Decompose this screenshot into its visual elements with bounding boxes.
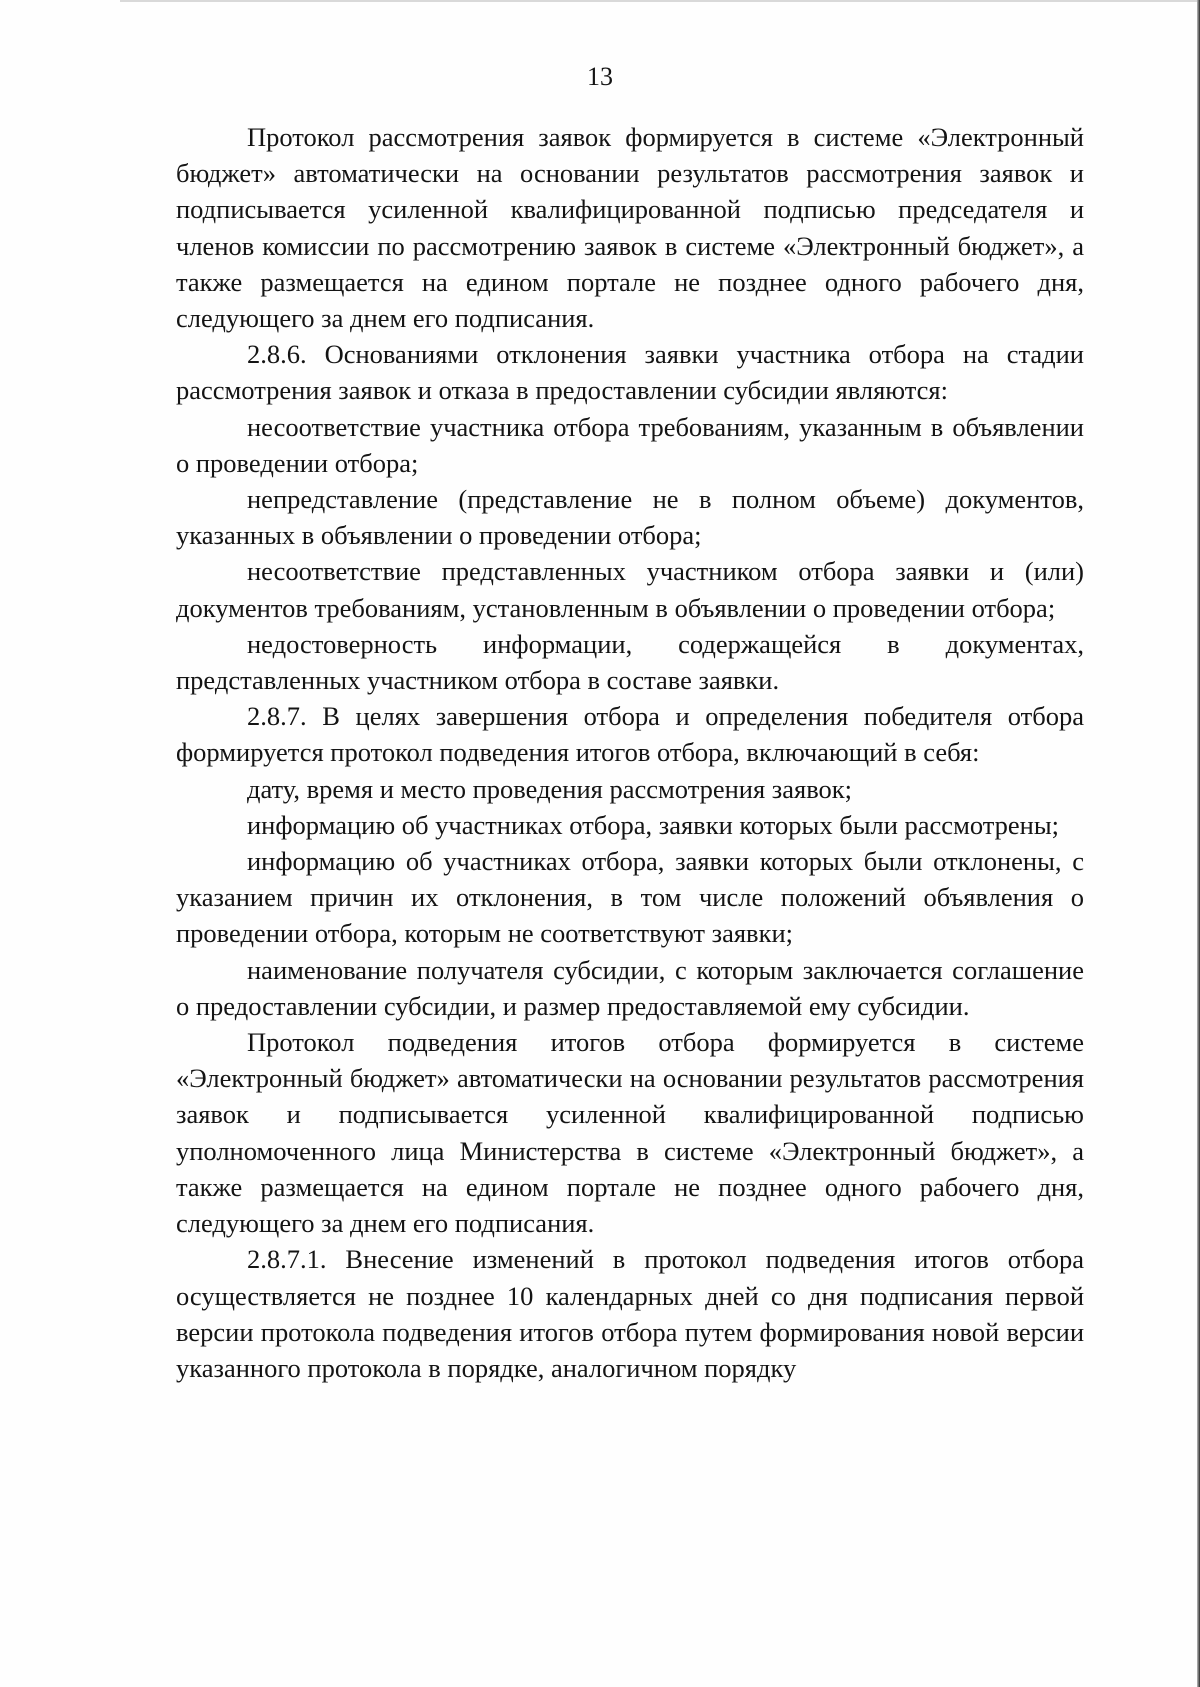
paragraph: 2.8.6. Основаниями отклонения заявки участника отбора на стадии рассмотрения заявок и отказа в предоставлении субсидии являются: — [176, 339, 1084, 406]
paragraph: несоответствие участника отбора требованиям, указанным в объявлении о проведении отбора; — [176, 411, 1084, 478]
document-body — [176, 119, 1084, 1386]
paragraph: Протокол рассмотрения заявок формируется в системе «Электронный бюджет» автоматически на основании результатов рассмотрения заявок и подписывается усиленной квалифицированной подписью председателя и членов комиссии по рассмотрению заявок в системе «Электронный бюджет», а также размещается на едином портале не позднее одного рабочего дня, следующего за днем его подписания. — [176, 122, 1084, 334]
paragraph: информацию об участниках отбора, заявки которых были отклонены, с указанием причин их отклонения, в том числе положений объявления о проведении отбора, которым не соответствуют заявки; — [176, 846, 1084, 949]
paragraph: недостоверность информации, содержащейся в документах, представленных участником отбора в составе заявки. — [176, 628, 1084, 696]
paragraph: информацию об участниках отбора, заявки которых были рассмотрены; — [247, 809, 1060, 840]
paragraph: несоответствие представленных участником отбора заявки и (или) документов требованиям, установленным в объявлении о проведении отбора; — [176, 556, 1084, 623]
paragraph: Протокол подведения итогов отбора формируется в системе «Электронный бюджет» автоматически на основании результатов рассмотрения заявок и подписывается усиленной квалифицированной подписью уполномоченного лица Министерства в системе «Электронный бюджет», а также размещается на едином портале не позднее одного рабочего дня, следующего за днем его подписания. — [176, 1027, 1084, 1239]
paragraph: непредставление (представление не в полном объеме) документов, указанных в объявлении о проведении отбора; — [176, 484, 1084, 551]
page-number: 13 — [587, 62, 613, 91]
scan-edge-top — [120, 0, 1200, 2]
paragraph: дату, время и место проведения рассмотрения заявок; — [247, 773, 853, 804]
paragraph: 2.8.7. В целях завершения отбора и определения победителя отбора формируется протокол подведения итогов отбора, включающий в себя: — [176, 701, 1084, 768]
paragraph: 2.8.7.1. Внесение изменений в протокол подведения итогов отбора осуществляется не позднее 10 календарных дней со дня подписания первой версии протокола подведения итогов отбора путем формирования новой версии указанного протокола в порядке, аналогичном порядку — [176, 1244, 1084, 1383]
paragraph: наименование получателя субсидии, с которым заключается соглашение о предоставлении субсидии, и размер предоставляемой ему субсидии. — [176, 954, 1084, 1021]
